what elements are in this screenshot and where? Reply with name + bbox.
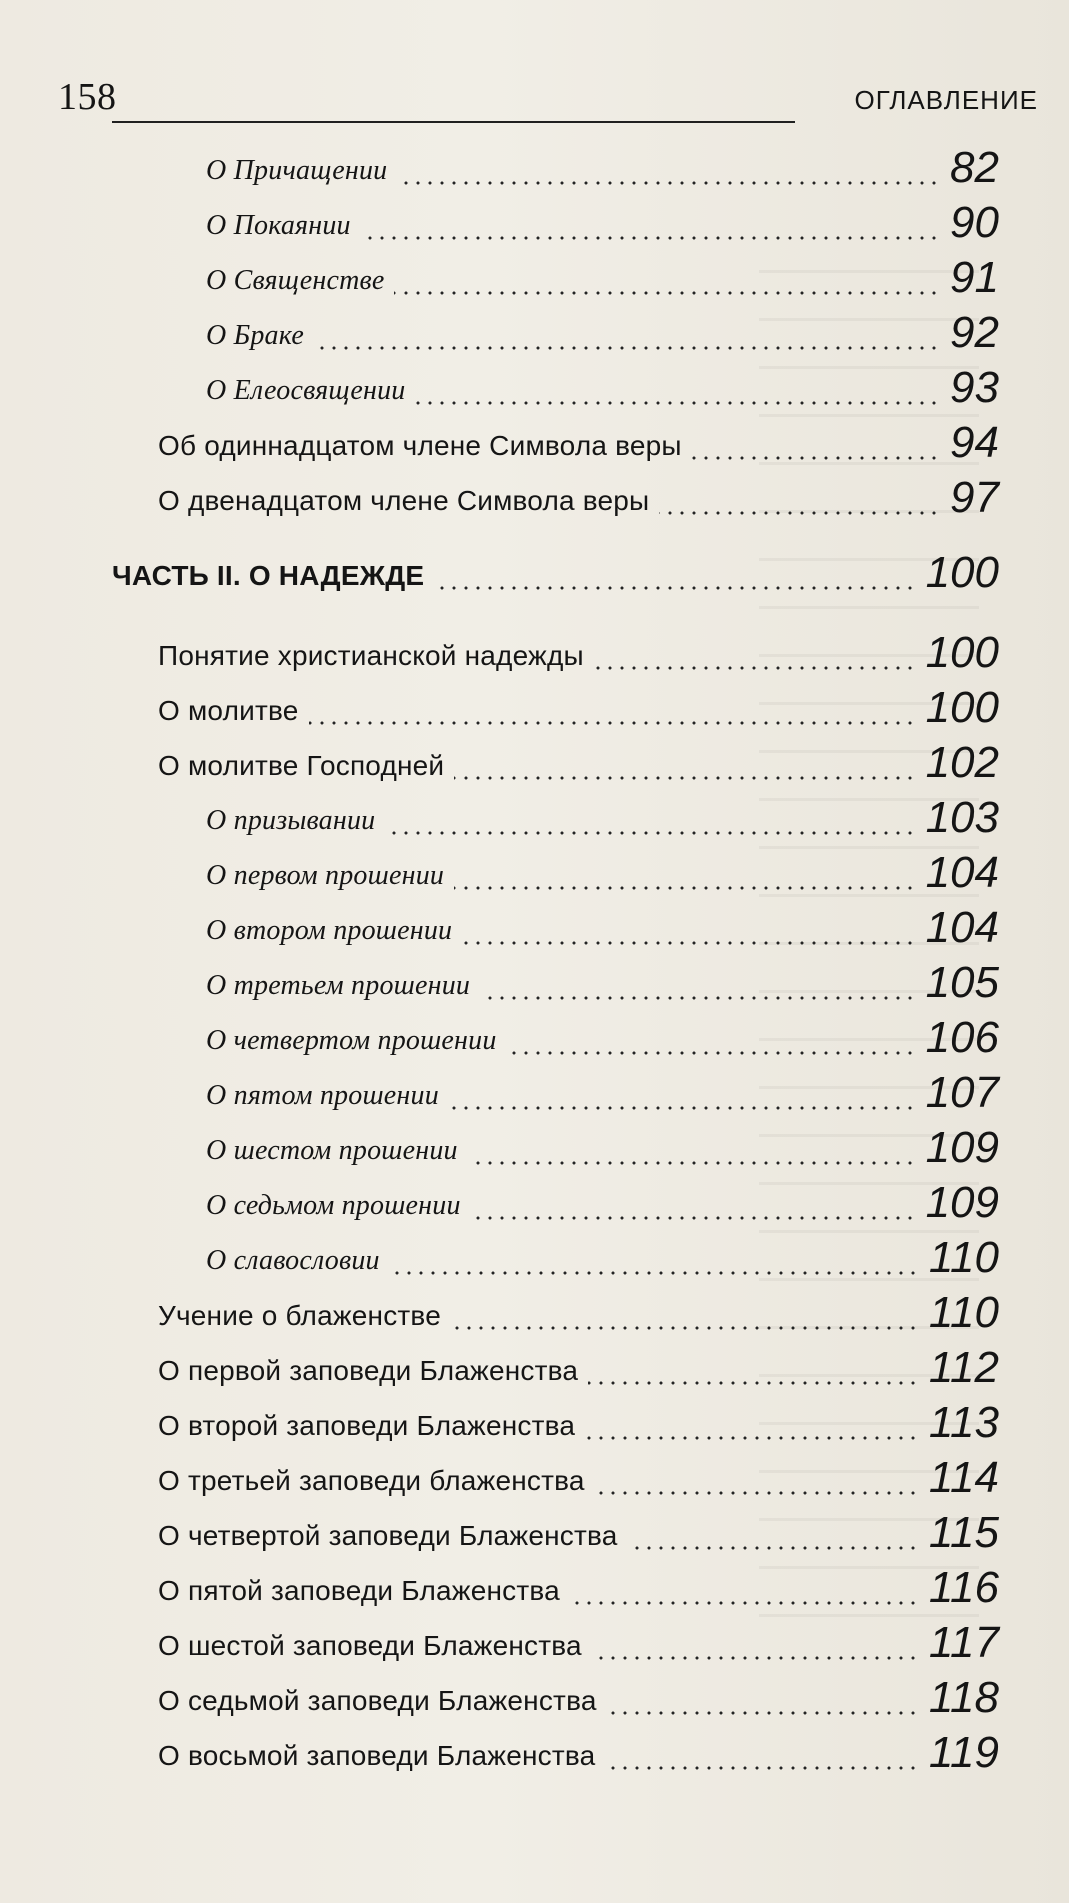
dot-leader bbox=[451, 1326, 919, 1330]
toc-entry-page: 118 bbox=[928, 1673, 999, 1722]
toc-entry-page: 110 bbox=[928, 1288, 999, 1337]
toc-entry-title: О славословии bbox=[206, 1245, 380, 1276]
dot-leader bbox=[397, 181, 940, 185]
toc-entry bbox=[0, 903, 1069, 958]
toc-entry-title: О пятом прошении bbox=[206, 1080, 439, 1111]
toc-entry-page: 102 bbox=[925, 738, 999, 787]
toc-entry-title: О четвертом прошении bbox=[206, 1025, 497, 1056]
toc-entry-title: О Елеосвящении bbox=[206, 375, 406, 406]
toc-entry-page: 114 bbox=[928, 1453, 999, 1502]
toc-entry-title: О Священстве bbox=[206, 265, 385, 296]
toc-entry-page: 106 bbox=[925, 1013, 999, 1062]
toc-entry-title: О пятой заповеди Блаженства bbox=[158, 1575, 560, 1606]
toc-entry bbox=[0, 683, 1069, 738]
toc-entry-page: 104 bbox=[925, 848, 999, 897]
toc-entry bbox=[0, 1563, 1069, 1618]
toc-entry-title: О третьем прошении bbox=[206, 970, 471, 1001]
toc-entry-title: О второй заповеди Блаженства bbox=[158, 1410, 576, 1441]
page-number: 158 bbox=[58, 76, 117, 118]
toc-entry-page: 92 bbox=[950, 308, 999, 357]
toc-entry-title: О шестом прошении bbox=[206, 1135, 458, 1166]
toc-entry-title: О шестой заповеди Блаженства bbox=[158, 1630, 582, 1661]
dot-leader bbox=[415, 401, 940, 405]
toc-entry-title: О двенадцатом члене Символа веры bbox=[158, 485, 650, 516]
toc-entry bbox=[0, 1343, 1069, 1398]
toc-entry-page: 97 bbox=[950, 473, 999, 522]
dot-leader bbox=[585, 1436, 919, 1440]
dot-leader bbox=[588, 1381, 919, 1385]
toc-entry bbox=[0, 1233, 1069, 1288]
toc-entry-title: О Браке bbox=[206, 320, 304, 351]
toc-entry-page: 115 bbox=[928, 1508, 999, 1557]
toc-entry-page: 109 bbox=[925, 1123, 999, 1172]
toc-entry-page: 94 bbox=[950, 418, 999, 467]
toc-entry bbox=[0, 1453, 1069, 1508]
toc-entry-title: О молитве Господней bbox=[158, 750, 445, 781]
dot-leader bbox=[361, 236, 940, 240]
toc-entry bbox=[0, 1288, 1069, 1343]
toc-entry-page: 100 bbox=[925, 628, 999, 677]
dot-leader bbox=[480, 996, 916, 1000]
dot-leader bbox=[628, 1546, 919, 1550]
toc-entry bbox=[0, 1728, 1069, 1783]
toc-entry-page: 119 bbox=[928, 1728, 999, 1777]
toc-entry-title: Учение о блаженстве bbox=[158, 1300, 441, 1331]
toc-entry bbox=[0, 793, 1069, 848]
toc-entry-page: 91 bbox=[950, 253, 999, 302]
toc-entry bbox=[0, 473, 1069, 528]
toc-entry-title: О первом прошении bbox=[206, 860, 445, 891]
toc-entry-page: 90 bbox=[950, 198, 999, 247]
dot-leader bbox=[434, 586, 916, 590]
toc-entry-page: 105 bbox=[925, 958, 999, 1007]
toc-entry bbox=[0, 1123, 1069, 1178]
dot-leader bbox=[605, 1766, 919, 1770]
dot-leader bbox=[309, 721, 916, 725]
dot-leader bbox=[468, 1161, 916, 1165]
toc-entry-page: 112 bbox=[928, 1343, 999, 1392]
toc-entry-title: О седьмой заповеди Блаженства bbox=[158, 1685, 597, 1716]
dot-leader bbox=[570, 1601, 919, 1605]
toc-entry-page: 104 bbox=[925, 903, 999, 952]
toc-entry-title: О седьмом прошении bbox=[206, 1190, 461, 1221]
toc-entry-title: ЧАСТЬ II. О НАДЕЖДЕ bbox=[112, 560, 425, 591]
toc-entry-title: О третьей заповеди блаженства bbox=[158, 1465, 585, 1496]
dot-leader bbox=[454, 886, 916, 890]
toc-entry-title: Понятие христианской надежды bbox=[158, 640, 584, 671]
toc-entry bbox=[0, 1013, 1069, 1068]
toc-entry-title: О четвертой заповеди Блаженства bbox=[158, 1520, 618, 1551]
toc-entry-page: 100 bbox=[925, 548, 999, 597]
toc-entry-title: О втором прошении bbox=[206, 915, 453, 946]
toc-entry bbox=[0, 958, 1069, 1013]
toc-entry bbox=[0, 1178, 1069, 1233]
dot-leader bbox=[449, 1106, 916, 1110]
toc-entry-page: 107 bbox=[925, 1068, 999, 1117]
toc-entry bbox=[0, 363, 1069, 418]
toc-entry bbox=[0, 738, 1069, 793]
toc-entry-page: 93 bbox=[950, 363, 999, 412]
dot-leader bbox=[454, 776, 916, 780]
dot-leader bbox=[390, 1271, 919, 1275]
page-header bbox=[58, 75, 1038, 125]
toc-entry-page: 116 bbox=[928, 1563, 999, 1612]
toc-entry bbox=[0, 628, 1069, 683]
toc-entry-page: 103 bbox=[925, 793, 999, 842]
toc-entry bbox=[0, 1618, 1069, 1673]
toc-entry-title: О Покаянии bbox=[206, 210, 351, 241]
toc-entry bbox=[0, 1508, 1069, 1563]
toc-entry bbox=[0, 143, 1069, 198]
dot-leader bbox=[659, 511, 940, 515]
dot-leader bbox=[385, 831, 916, 835]
running-head: ОГЛАВЛЕНИЕ bbox=[854, 85, 1038, 115]
dot-leader bbox=[592, 1656, 919, 1660]
dot-leader bbox=[394, 291, 940, 295]
dot-leader bbox=[594, 666, 916, 670]
toc-entry-title: О Причащении bbox=[206, 155, 388, 186]
toc-entry-page: 109 bbox=[925, 1178, 999, 1227]
header-rule bbox=[112, 121, 795, 123]
toc-entry bbox=[0, 1068, 1069, 1123]
toc-entry bbox=[0, 418, 1069, 473]
dot-leader bbox=[471, 1216, 916, 1220]
toc-entry-title: Об одиннадцатом члене Символа веры bbox=[158, 430, 682, 461]
toc-entry-page: 82 bbox=[950, 143, 999, 192]
toc-entry-title: О восьмой заповеди Блаженства bbox=[158, 1740, 596, 1771]
toc-entry bbox=[0, 198, 1069, 253]
dot-leader bbox=[607, 1711, 919, 1715]
toc-entry bbox=[0, 848, 1069, 903]
toc-entry-title: О молитве bbox=[158, 695, 299, 726]
toc-entry bbox=[0, 253, 1069, 308]
toc-entry-page: 100 bbox=[925, 683, 999, 732]
dot-leader bbox=[507, 1051, 916, 1055]
dot-leader bbox=[314, 346, 940, 350]
toc-entry bbox=[0, 308, 1069, 363]
dot-leader bbox=[692, 456, 940, 460]
toc-entry-title: О призывании bbox=[206, 805, 376, 836]
toc-entry bbox=[0, 548, 1069, 603]
dot-leader bbox=[462, 941, 916, 945]
toc-entry-page: 117 bbox=[928, 1618, 999, 1667]
toc-entry-page: 110 bbox=[928, 1233, 999, 1282]
toc-entry-title: О первой заповеди Блаженства bbox=[158, 1355, 579, 1386]
toc-entry bbox=[0, 1673, 1069, 1728]
toc-entry bbox=[0, 1398, 1069, 1453]
toc-entry-page: 113 bbox=[928, 1398, 999, 1447]
dot-leader bbox=[595, 1491, 919, 1495]
